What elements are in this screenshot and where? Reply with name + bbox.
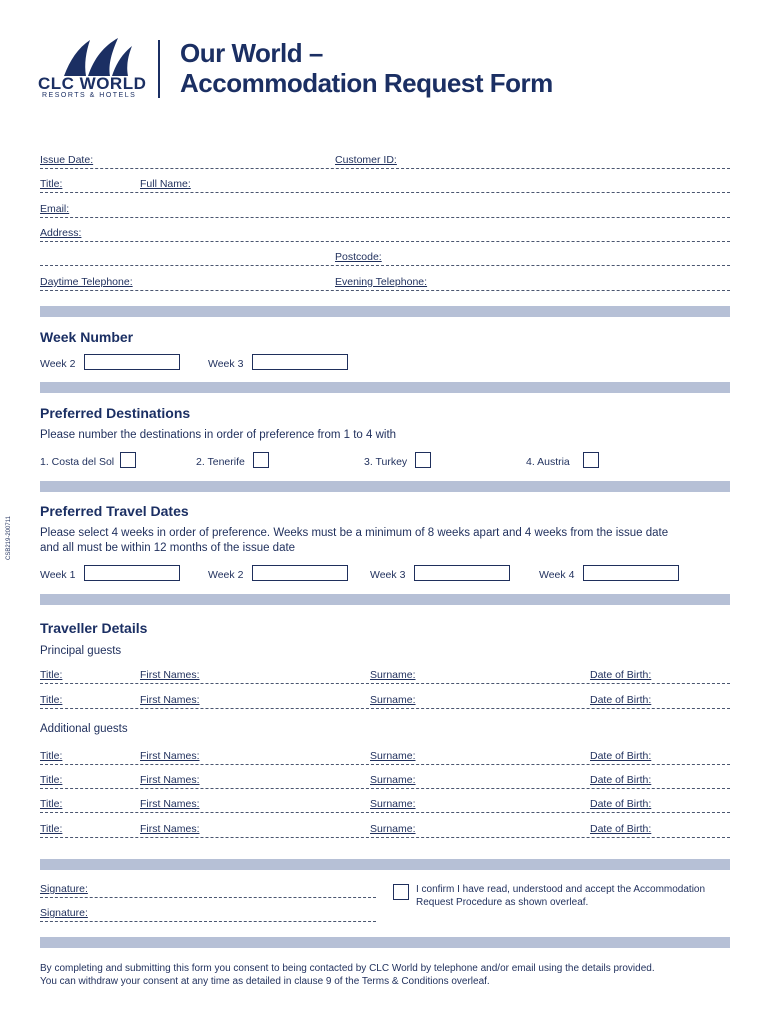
section-band <box>40 594 730 605</box>
guest-line[interactable] <box>40 683 730 684</box>
confirm-checkbox[interactable] <box>393 884 409 900</box>
destination-tenerife-box[interactable] <box>253 452 269 468</box>
telephone-line[interactable] <box>40 290 730 291</box>
guest-surname-label: Surname: <box>370 750 416 762</box>
guest-surname-label: Surname: <box>370 798 416 810</box>
guest-dob-label: Date of Birth: <box>590 750 652 762</box>
side-form-code: CSB219-200711 <box>6 516 12 560</box>
destination-tenerife-label: 2. Tenerife <box>196 456 245 468</box>
travel-dates-instruction-line1: Please select 4 weeks in order of preference. Weeks must be a minimum of 8 weeks apart and 4 weeks from the issue date <box>40 527 669 539</box>
destination-turkey-label: 3. Turkey <box>364 456 408 468</box>
issue-date-label: Issue Date: <box>40 154 94 166</box>
header-divider <box>158 40 160 98</box>
guest-title-label: Title: <box>40 798 63 810</box>
section-band <box>40 306 730 317</box>
guest-title-label: Title: <box>40 774 63 786</box>
guest-dob-label: Date of Birth: <box>590 694 652 706</box>
week2-label: Week 2 <box>40 358 76 370</box>
title-label: Title: <box>40 178 63 190</box>
guest-dob-label: Date of Birth: <box>590 669 652 681</box>
signature-label-1: Signature: <box>40 883 88 895</box>
name-line[interactable] <box>40 192 730 193</box>
guest-title-label: Title: <box>40 694 63 706</box>
guest-surname-label: Surname: <box>370 669 416 681</box>
confirm-text-line1: I confirm I have read, understood and accept the Accommodation <box>416 884 706 895</box>
logo <box>38 36 148 100</box>
issue-date-line[interactable] <box>40 168 730 169</box>
section-band <box>40 481 730 492</box>
guest-dob-label: Date of Birth: <box>590 823 652 835</box>
guest-surname-label: Surname: <box>370 823 416 835</box>
destination-costa-del-sol-label: 1. Costa del Sol <box>40 456 115 468</box>
section-band <box>40 859 730 870</box>
postcode-label: Postcode: <box>335 251 382 263</box>
guest-title-label: Title: <box>40 669 63 681</box>
guest-first-names-label: First Names: <box>140 798 200 810</box>
guest-dob-label: Date of Birth: <box>590 798 652 810</box>
customer-id-label: Customer ID: <box>335 154 397 166</box>
guest-line[interactable] <box>40 708 730 709</box>
guest-first-names-label: First Names: <box>140 694 200 706</box>
guest-title-label: Title: <box>40 823 63 835</box>
week-number-heading: Week Number <box>40 329 134 345</box>
guest-first-names-label: First Names: <box>140 823 200 835</box>
full-name-label: Full Name: <box>140 178 191 190</box>
sail-logo-icon <box>60 36 134 78</box>
signature-line-1[interactable] <box>40 897 376 898</box>
travel-week3-input[interactable] <box>414 565 510 581</box>
destination-turkey-box[interactable] <box>415 452 431 468</box>
guest-line[interactable] <box>40 812 730 813</box>
travel-week4-label: Week 4 <box>539 569 575 581</box>
destination-austria-box[interactable] <box>583 452 599 468</box>
week2-input[interactable] <box>84 354 180 370</box>
evening-telephone-label: Evening Telephone: <box>335 276 428 288</box>
additional-guests-label: Additional guests <box>40 723 128 735</box>
daytime-telephone-label: Daytime Telephone: <box>40 276 133 288</box>
guest-line[interactable] <box>40 837 730 838</box>
travel-dates-heading: Preferred Travel Dates <box>40 503 189 519</box>
travel-week1-label: Week 1 <box>40 569 76 581</box>
address-label: Address: <box>40 227 82 239</box>
destination-costa-del-sol-box[interactable] <box>120 452 136 468</box>
destinations-instruction: Please number the destinations in order of preference from 1 to 4 with <box>40 429 397 441</box>
consent-text-line2: You can withdraw your consent at any time as detailed in clause 9 of the Terms & Conditions overleaf. <box>40 976 490 987</box>
principal-guests-label: Principal guests <box>40 645 122 657</box>
travel-week2-label: Week 2 <box>208 569 244 581</box>
week3-label: Week 3 <box>208 358 244 370</box>
travel-dates-instruction-line2: and all must be within 12 months of the issue date <box>40 542 296 554</box>
travel-week4-input[interactable] <box>583 565 679 581</box>
signature-label-2: Signature: <box>40 907 88 919</box>
travel-week3-label: Week 3 <box>370 569 406 581</box>
form-title-line1: Our World – <box>180 38 323 68</box>
guest-first-names-label: First Names: <box>140 750 200 762</box>
traveller-heading: Traveller Details <box>40 620 148 636</box>
guest-surname-label: Surname: <box>370 694 416 706</box>
address-line[interactable] <box>40 241 730 242</box>
signature-line-2[interactable] <box>40 921 376 922</box>
consent-text-line1: By completing and submitting this form you consent to being contacted by CLC World by telephone and/or email using the details provided. <box>40 963 655 974</box>
email-label: Email: <box>40 203 70 215</box>
section-band <box>40 937 730 948</box>
destinations-heading: Preferred Destinations <box>40 405 191 421</box>
guest-line[interactable] <box>40 788 730 789</box>
travel-week1-input[interactable] <box>84 565 180 581</box>
section-band <box>40 382 730 393</box>
guest-first-names-label: First Names: <box>140 774 200 786</box>
confirm-text-line2: Request Procedure as shown overleaf. <box>416 897 589 908</box>
postcode-line[interactable] <box>40 265 730 266</box>
guest-line[interactable] <box>40 764 730 765</box>
guest-first-names-label: First Names: <box>140 669 200 681</box>
week3-input[interactable] <box>252 354 348 370</box>
email-line[interactable] <box>40 217 730 218</box>
destination-austria-label: 4. Austria <box>526 456 570 468</box>
travel-week2-input[interactable] <box>252 565 348 581</box>
logo-name: CLC WORLD <box>38 74 147 93</box>
guest-dob-label: Date of Birth: <box>590 774 652 786</box>
form-title-line2: Accommodation Request Form <box>180 68 553 98</box>
guest-surname-label: Surname: <box>370 774 416 786</box>
guest-title-label: Title: <box>40 750 63 762</box>
logo-subtitle: RESORTS & HOTELS <box>42 92 137 99</box>
